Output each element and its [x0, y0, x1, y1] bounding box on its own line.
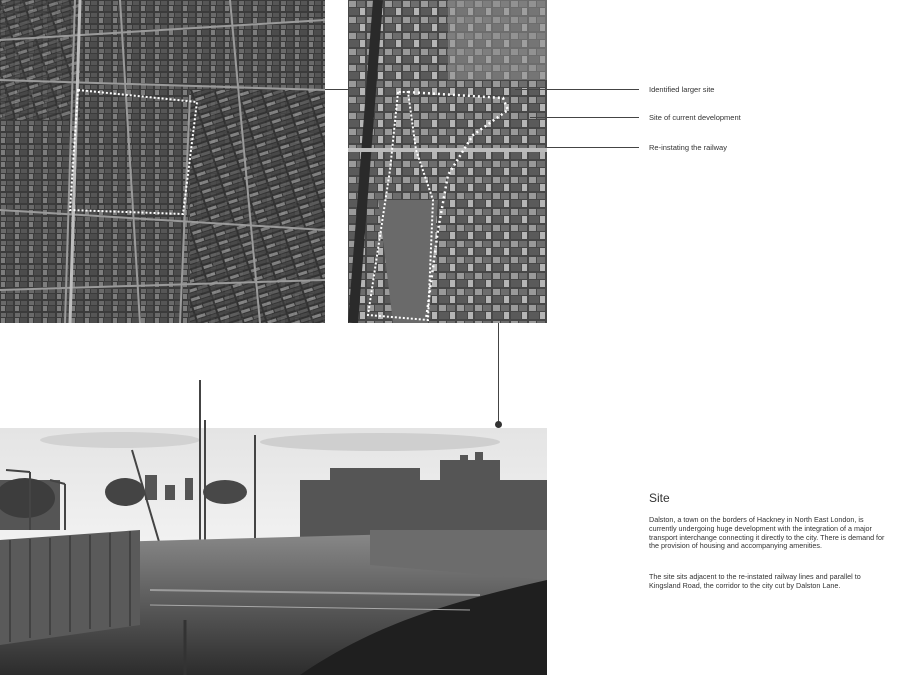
site-title: Site	[649, 491, 670, 505]
leader-line-current-development	[530, 117, 639, 118]
annotation-current-development: Site of current development	[649, 113, 741, 122]
aerial-zoom-graphic	[348, 0, 547, 323]
connector-dot	[495, 421, 502, 428]
annotation-larger-site: Identified larger site	[649, 85, 715, 94]
leader-line-railway	[547, 147, 639, 148]
site-paragraph-2: The site sits adjacent to the re-instated railway lines and parallel to Kingsland Road, the corridor to the city cut by Dalston Lane.	[649, 572, 861, 590]
leader-line-larger-site	[325, 89, 348, 90]
aerial-current-development-image	[348, 0, 547, 323]
leader-line-larger-site-right	[515, 89, 639, 90]
construction-site-graphic	[0, 380, 547, 675]
connector-line	[498, 323, 499, 423]
construction-site-photo	[0, 380, 547, 675]
aerial-larger-site-image	[0, 0, 325, 323]
site-paragraph-1: Dalston, a town on the borders of Hackney in North East London, is currently undergoing huge development with the integration of a major transport interchange connecting it directly to the city. There is demand for the provision of housing and accompanying amenities.	[649, 515, 885, 551]
aerial-map-graphic	[0, 0, 325, 323]
annotation-railway: Re-instating the railway	[649, 143, 727, 152]
